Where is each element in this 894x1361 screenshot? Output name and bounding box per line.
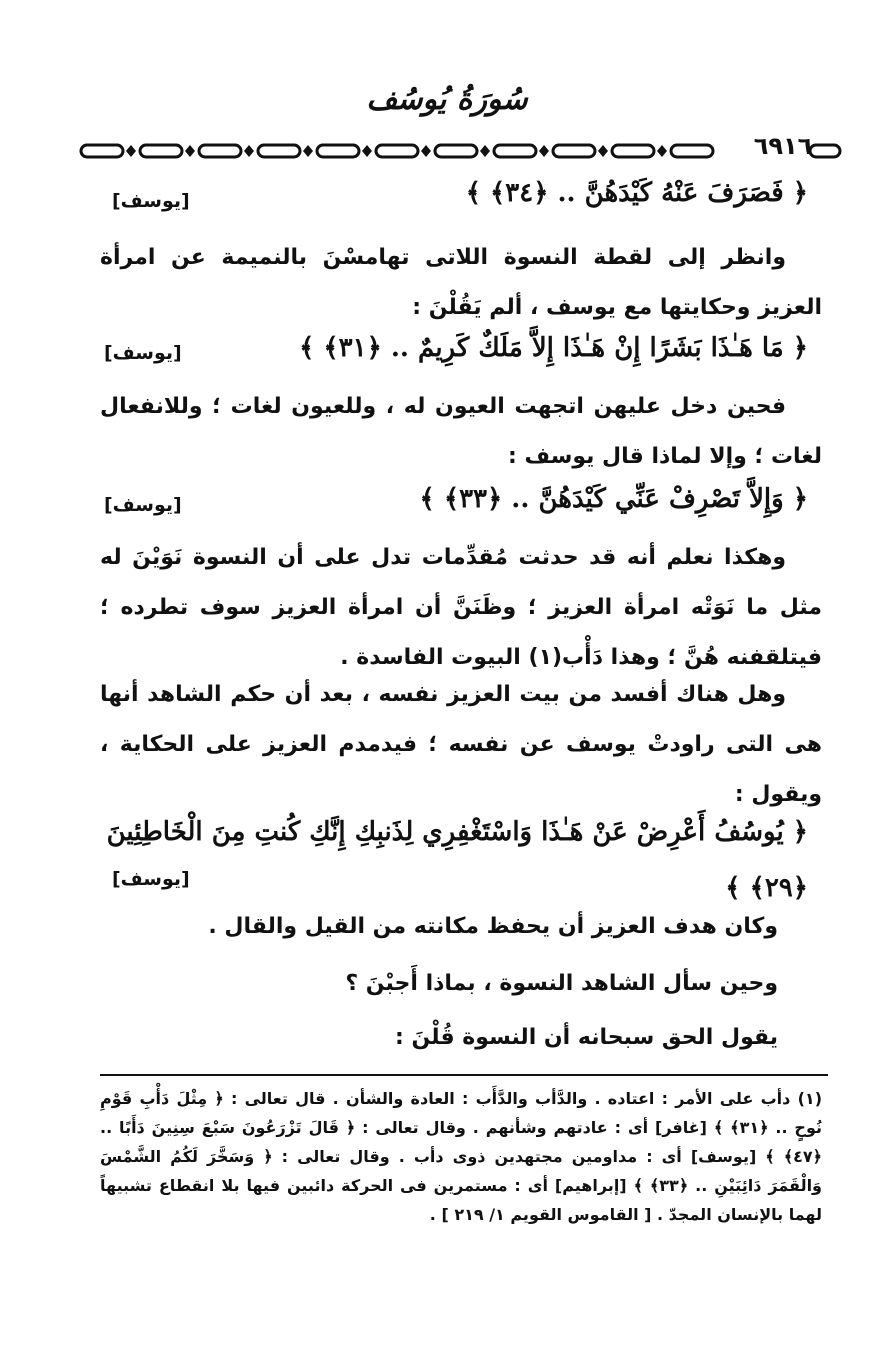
surah-title: سُورَةُ يُوسُف bbox=[366, 82, 528, 117]
paragraph-text: فحين دخل عليهن اتجهت العيون له ، وللعيون لغات ؛ وللانفعال لغات ؛ وإلا لماذا قال يوسف : bbox=[100, 394, 822, 469]
footnote-divider bbox=[100, 1074, 828, 1076]
verse-reference: [يوسف] bbox=[104, 342, 182, 364]
verse-reference: [يوسف] bbox=[112, 190, 190, 212]
verse-reference: [يوسف] bbox=[112, 868, 190, 890]
footnote: (١) دأب على الأمر : اعتاده . والدَّأب والدَّأَب : العادة والشأن . قال تعالى : ﴿ مِثْلَ دَأْبِ قَوْمِ نُوحٍ .. ﴿٣١﴾ ﴾ [غافر] أى : عادتهم وشأنهم . وقال تعالى : ﴿ قَالَ تَزْرَعُونَ سَبْعَ سِنِينَ دَأَبًا .. ﴿٤٧﴾ ﴾ [يوسف] أى : مداومين مجتهدين ذوى دأب . وقال تعالى : ﴿ وَسَخَّرَ لَكُمُ الشَّمْسَ وَالْقَمَرَ دَائِبَيْنِ .. ﴿٣٣﴾ ﴾ [إبراهيم] أى : مستمرين فى الحركة دائبين فيها بلا انقطاع تشبيهاً لهما بالإنسان المجدّ . [ القاموس القويم ١/ ٢١٩ ] . bbox=[100, 1089, 823, 1224]
paragraph bbox=[100, 670, 822, 820]
page-number: ٦٩١٦ bbox=[753, 132, 813, 160]
paragraph-text: وهكذا نعلم أنه قد حدثت مُقدِّمات تدل على أن النسوة نَوَيْنَ له مثل ما نَوَتْه امرأة العزيز ؛ وظَنَنَّ أن امرأة العزيز سوف تطرده ؛ فيتلقفنه هُنَّ ؛ وهذا دَأْب(١) البيوت الفاسدة . bbox=[100, 545, 822, 670]
paragraph bbox=[100, 382, 822, 482]
text-line: يقول الحق سبحانه أن النسوة قُلْنَ : bbox=[394, 1025, 778, 1050]
verse-reference: [يوسف] bbox=[104, 494, 182, 516]
quran-verse: ﴿ فَصَرَفَ عَنْهُ كَيْدَهُنَّ .. ﴿٣٤﴾ ﴾ bbox=[465, 178, 808, 208]
quran-verse: ﴿ يُوسُفُ أَعْرِضْ عَنْ هَـٰذَا وَاسْتَغْفِرِي لِذَنبِكِ إِنَّكِ كُنتِ مِنَ الْخَاطِئِينَ ﴿٢٩﴾ ﴾ bbox=[106, 817, 808, 903]
paragraph-text: وهل هناك أفسد من بيت العزيز نفسه ، بعد أن حكم الشاهد أنها هى التى راودتْ يوسف عن نفسه ؛ فيدمدم العزيز على الحكاية ، ويقول : bbox=[100, 682, 822, 807]
paragraph-text: وانظر إلى لقطة النسوة اللاتى تهامسْنَ بالنميمة عن امرأة العزيز وحكايتها مع يوسف ، ألم يَقُلْنَ : bbox=[100, 245, 822, 320]
quran-verse: ﴿ وَإِلاَّ تَصْرِفْ عَنِّي كَيْدَهُنَّ .. ﴿٣٣﴾ ﴾ bbox=[419, 484, 808, 514]
text-line: وحين سأل الشاهد النسوة ، بماذا أَجبْنَ ؟ bbox=[345, 971, 778, 996]
paragraph bbox=[100, 533, 822, 683]
paragraph bbox=[100, 233, 822, 333]
text-line: وكان هدف العزيز أن يحفظ مكانته من القيل والقال . bbox=[208, 914, 778, 939]
ornament-rule bbox=[78, 136, 844, 166]
quran-verse: ﴿ مَا هَـٰذَا بَشَرًا إِنْ هَـٰذَا إِلاَّ مَلَكٌ كَرِيمٌ .. ﴿٣١﴾ ﴾ bbox=[299, 333, 808, 363]
